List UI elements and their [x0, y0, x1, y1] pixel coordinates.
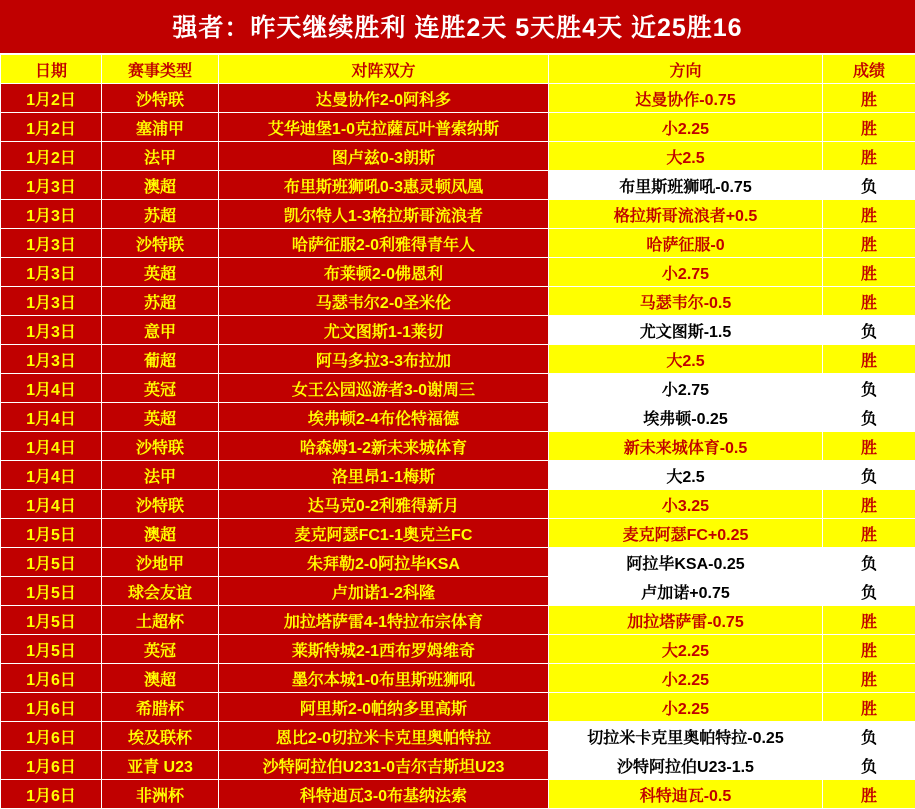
cell-date: 1月4日 — [1, 432, 102, 461]
cell-direction: 卢加诺+0.75 — [549, 577, 823, 606]
cell-date: 1月3日 — [1, 200, 102, 229]
cell-league: 沙特联 — [102, 84, 219, 113]
cell-result: 胜 — [823, 84, 915, 113]
cell-direction: 布里斯班狮吼-0.75 — [549, 171, 823, 200]
cell-date: 1月4日 — [1, 403, 102, 432]
cell-direction: 小2.25 — [549, 113, 823, 142]
cell-result: 胜 — [823, 693, 915, 722]
cell-result: 负 — [823, 461, 915, 490]
cell-match: 卢加诺1-2科隆 — [219, 577, 549, 606]
cell-result: 胜 — [823, 635, 915, 664]
cell-league: 葡超 — [102, 345, 219, 374]
cell-date: 1月2日 — [1, 113, 102, 142]
table-row — [1, 113, 915, 142]
cell-result: 胜 — [823, 432, 915, 461]
cell-match: 哈森姆1-2新未来城体育 — [219, 432, 549, 461]
cell-match: 达马克0-2利雅得新月 — [219, 490, 549, 519]
cell-match: 埃弗顿2-4布伦特福德 — [219, 403, 549, 432]
cell-direction: 新未来城体育-0.5 — [549, 432, 823, 461]
table-row — [1, 84, 915, 113]
cell-date: 1月4日 — [1, 490, 102, 519]
cell-date: 1月4日 — [1, 461, 102, 490]
table-row — [1, 461, 915, 490]
cell-date: 1月2日 — [1, 84, 102, 113]
cell-result: 胜 — [823, 287, 915, 316]
page-title: 强者：昨天继续胜利 连胜2天 5天胜4天 近25胜16 — [0, 0, 915, 54]
table-row — [1, 345, 915, 374]
table-row — [1, 606, 915, 635]
column-header-date: 日期 — [1, 55, 102, 84]
cell-match: 女王公园巡游者3-0谢周三 — [219, 374, 549, 403]
cell-league: 澳超 — [102, 519, 219, 548]
cell-direction: 麦克阿瑟FC+0.25 — [549, 519, 823, 548]
table-row — [1, 142, 915, 171]
table-row — [1, 316, 915, 345]
cell-league: 塞浦甲 — [102, 113, 219, 142]
cell-match: 布里斯班狮吼0-3惠灵顿凤凰 — [219, 171, 549, 200]
cell-league: 希腊杯 — [102, 693, 219, 722]
cell-date: 1月6日 — [1, 664, 102, 693]
cell-date: 1月3日 — [1, 316, 102, 345]
cell-direction: 沙特阿拉伯U23-1.5 — [549, 751, 823, 780]
cell-direction: 小2.75 — [549, 374, 823, 403]
table-row — [1, 403, 915, 432]
table-row — [1, 200, 915, 229]
header-row — [1, 55, 915, 84]
table-row — [1, 171, 915, 200]
cell-date: 1月5日 — [1, 577, 102, 606]
cell-direction: 阿拉毕KSA-0.25 — [549, 548, 823, 577]
cell-direction: 小3.25 — [549, 490, 823, 519]
cell-date: 1月5日 — [1, 548, 102, 577]
table-row — [1, 374, 915, 403]
cell-league: 英超 — [102, 403, 219, 432]
cell-league: 法甲 — [102, 461, 219, 490]
cell-direction: 达曼协作-0.75 — [549, 84, 823, 113]
cell-match: 科特迪瓦3-0布基纳法索 — [219, 780, 549, 809]
cell-match: 加拉塔萨雷4-1特拉布宗体育 — [219, 606, 549, 635]
table-row — [1, 519, 915, 548]
cell-league: 英冠 — [102, 635, 219, 664]
cell-result: 胜 — [823, 345, 915, 374]
cell-direction: 大2.5 — [549, 345, 823, 374]
cell-result: 胜 — [823, 519, 915, 548]
table-row — [1, 258, 915, 287]
table-row — [1, 577, 915, 606]
table-row — [1, 432, 915, 461]
cell-date: 1月3日 — [1, 287, 102, 316]
cell-match: 艾华迪堡1-0克拉薩瓦叶普索纳斯 — [219, 113, 549, 142]
cell-date: 1月3日 — [1, 345, 102, 374]
column-header-league: 赛事类型 — [102, 55, 219, 84]
cell-direction: 埃弗顿-0.25 — [549, 403, 823, 432]
table-row — [1, 287, 915, 316]
table-row — [1, 780, 915, 809]
cell-match: 沙特阿拉伯U231-0吉尔吉斯坦U23 — [219, 751, 549, 780]
cell-match: 图卢兹0-3朗斯 — [219, 142, 549, 171]
cell-result: 胜 — [823, 490, 915, 519]
cell-direction: 加拉塔萨雷-0.75 — [549, 606, 823, 635]
cell-league: 沙特联 — [102, 229, 219, 258]
cell-date: 1月6日 — [1, 751, 102, 780]
cell-direction: 小2.25 — [549, 693, 823, 722]
cell-league: 苏超 — [102, 200, 219, 229]
cell-direction: 大2.5 — [549, 461, 823, 490]
cell-result: 胜 — [823, 200, 915, 229]
table-row — [1, 490, 915, 519]
cell-match: 恩比2-0切拉米卡克里奥帕特拉 — [219, 722, 549, 751]
cell-match: 墨尔本城1-0布里斯班狮吼 — [219, 664, 549, 693]
cell-direction: 大2.25 — [549, 635, 823, 664]
cell-direction: 切拉米卡克里奥帕特拉-0.25 — [549, 722, 823, 751]
cell-match: 马瑟韦尔2-0圣米伦 — [219, 287, 549, 316]
cell-league: 苏超 — [102, 287, 219, 316]
table-body — [1, 84, 915, 809]
cell-date: 1月5日 — [1, 519, 102, 548]
cell-direction: 哈萨征服-0 — [549, 229, 823, 258]
cell-direction: 马瑟韦尔-0.5 — [549, 287, 823, 316]
table-row — [1, 722, 915, 751]
cell-date: 1月3日 — [1, 258, 102, 287]
cell-result: 负 — [823, 171, 915, 200]
cell-direction: 尤文图斯-1.5 — [549, 316, 823, 345]
cell-result: 负 — [823, 548, 915, 577]
cell-result: 胜 — [823, 664, 915, 693]
cell-result: 胜 — [823, 142, 915, 171]
cell-date: 1月4日 — [1, 374, 102, 403]
cell-league: 澳超 — [102, 171, 219, 200]
table-row — [1, 548, 915, 577]
cell-league: 球会友谊 — [102, 577, 219, 606]
cell-result: 负 — [823, 751, 915, 780]
cell-match: 洛里昂1-1梅斯 — [219, 461, 549, 490]
cell-league: 亚青 U23 — [102, 751, 219, 780]
cell-date: 1月2日 — [1, 142, 102, 171]
cell-league: 意甲 — [102, 316, 219, 345]
cell-league: 英超 — [102, 258, 219, 287]
cell-result: 负 — [823, 374, 915, 403]
table-header — [1, 55, 915, 84]
cell-match: 布莱顿2-0佛恩利 — [219, 258, 549, 287]
cell-league: 非洲杯 — [102, 780, 219, 809]
cell-match: 尤文图斯1-1莱切 — [219, 316, 549, 345]
cell-league: 沙特联 — [102, 432, 219, 461]
table-row — [1, 229, 915, 258]
cell-direction: 科特迪瓦-0.5 — [549, 780, 823, 809]
cell-league: 澳超 — [102, 664, 219, 693]
cell-result: 负 — [823, 722, 915, 751]
table-row — [1, 664, 915, 693]
cell-date: 1月5日 — [1, 635, 102, 664]
cell-date: 1月6日 — [1, 780, 102, 809]
cell-date: 1月6日 — [1, 722, 102, 751]
cell-league: 沙特联 — [102, 490, 219, 519]
cell-date: 1月3日 — [1, 171, 102, 200]
column-header-result: 成绩 — [823, 55, 915, 84]
cell-direction: 大2.5 — [549, 142, 823, 171]
cell-match: 哈萨征服2-0利雅得青年人 — [219, 229, 549, 258]
cell-direction: 格拉斯哥流浪者+0.5 — [549, 200, 823, 229]
table-row — [1, 635, 915, 664]
cell-league: 土超杯 — [102, 606, 219, 635]
cell-match: 莱斯特城2-1西布罗姆维奇 — [219, 635, 549, 664]
cell-result: 负 — [823, 577, 915, 606]
results-table — [0, 54, 915, 809]
table-row — [1, 693, 915, 722]
cell-match: 凯尔特人1-3格拉斯哥流浪者 — [219, 200, 549, 229]
cell-result: 胜 — [823, 113, 915, 142]
cell-match: 阿马多拉3-3布拉加 — [219, 345, 549, 374]
column-header-direction: 方向 — [549, 55, 823, 84]
cell-result: 胜 — [823, 606, 915, 635]
cell-date: 1月6日 — [1, 693, 102, 722]
cell-league: 英冠 — [102, 374, 219, 403]
cell-league: 埃及联杯 — [102, 722, 219, 751]
cell-result: 胜 — [823, 229, 915, 258]
cell-league: 法甲 — [102, 142, 219, 171]
cell-match: 麦克阿瑟FC1-1奥克兰FC — [219, 519, 549, 548]
table-row — [1, 751, 915, 780]
cell-date: 1月3日 — [1, 229, 102, 258]
cell-result: 负 — [823, 316, 915, 345]
column-header-match: 对阵双方 — [219, 55, 549, 84]
cell-match: 朱拜勒2-0阿拉毕KSA — [219, 548, 549, 577]
cell-direction: 小2.75 — [549, 258, 823, 287]
cell-date: 1月5日 — [1, 606, 102, 635]
cell-match: 阿里斯2-0帕纳多里高斯 — [219, 693, 549, 722]
cell-result: 负 — [823, 403, 915, 432]
cell-league: 沙地甲 — [102, 548, 219, 577]
cell-result: 胜 — [823, 258, 915, 287]
cell-match: 达曼协作2-0阿科多 — [219, 84, 549, 113]
cell-result: 胜 — [823, 780, 915, 809]
cell-direction: 小2.25 — [549, 664, 823, 693]
